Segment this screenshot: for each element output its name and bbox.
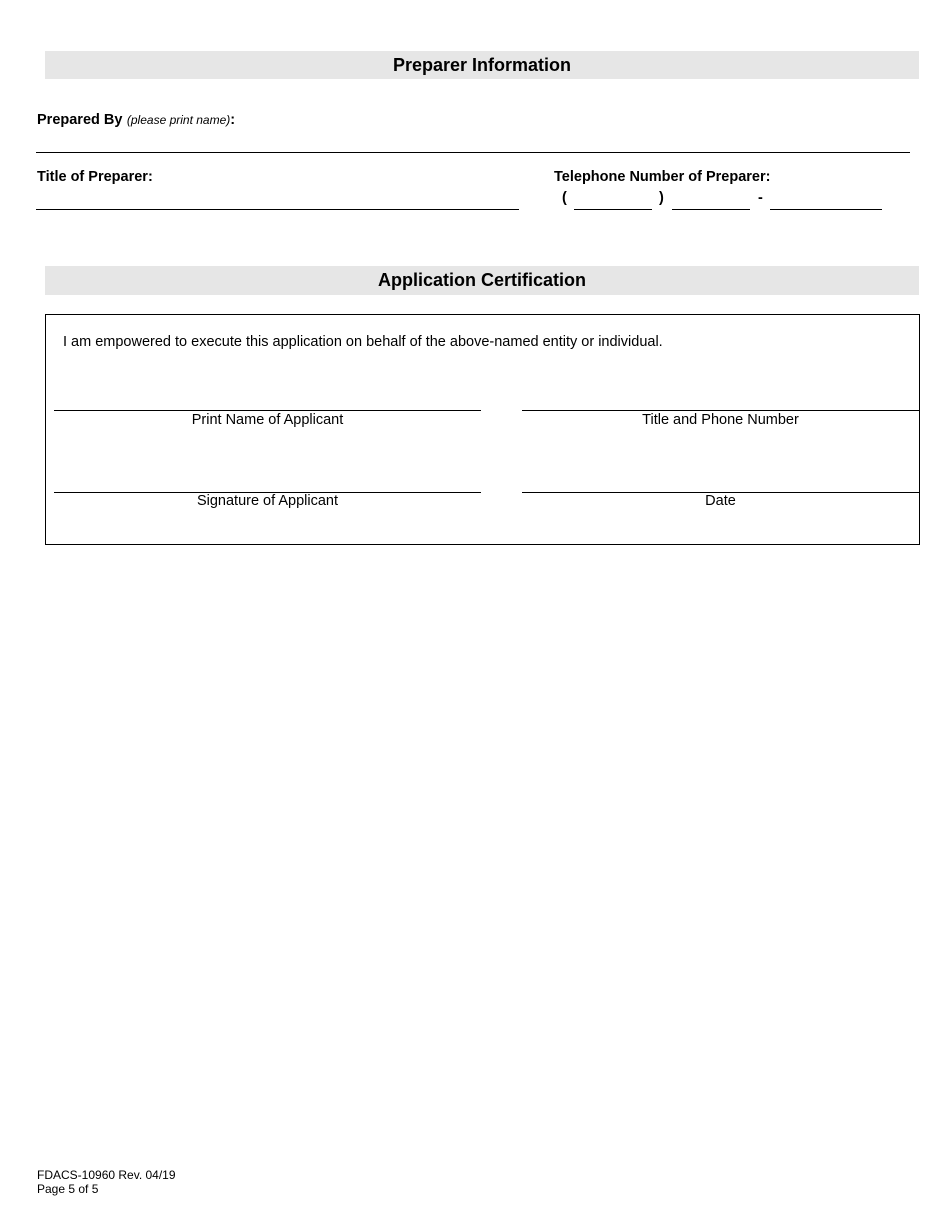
certification-statement: I am empowered to execute this application on behalf of the above-named entity or individual. — [63, 334, 663, 350]
phone-area-code-line[interactable] — [574, 209, 652, 210]
prepared-by-input-line[interactable] — [36, 152, 910, 153]
signature-caption: Signature of Applicant — [196, 493, 339, 509]
print-name-caption: Print Name of Applicant — [191, 412, 344, 428]
prepared-by-label: Prepared By — [37, 112, 123, 128]
title-phone-caption: Title and Phone Number — [642, 412, 799, 428]
telephone-of-preparer-label: Telephone Number of Preparer: — [554, 169, 771, 185]
phone-dash: - — [758, 190, 763, 206]
preparer-information-heading: Preparer Information — [45, 51, 919, 79]
title-of-preparer-label: Title of Preparer: — [37, 169, 153, 185]
phone-open-paren: ( — [562, 190, 567, 206]
application-certification-heading: Application Certification — [45, 266, 919, 295]
phone-prefix-line[interactable] — [672, 209, 750, 210]
phone-close-paren: ) — [659, 190, 664, 206]
title-of-preparer-input-line[interactable] — [36, 209, 519, 210]
date-caption: Date — [705, 493, 736, 509]
prepared-by-colon: : — [230, 112, 236, 128]
phone-line-number-line[interactable] — [770, 209, 882, 210]
title-phone-signature-line[interactable] — [522, 410, 919, 411]
print-name-signature-line[interactable] — [54, 410, 481, 411]
prepared-by-label-group — [37, 111, 235, 129]
form-id: FDACS-10960 Rev. 04/19 — [37, 1168, 176, 1182]
prepared-by-hint: (please print name) — [126, 113, 231, 127]
page-number: Page 5 of 5 — [37, 1182, 99, 1196]
